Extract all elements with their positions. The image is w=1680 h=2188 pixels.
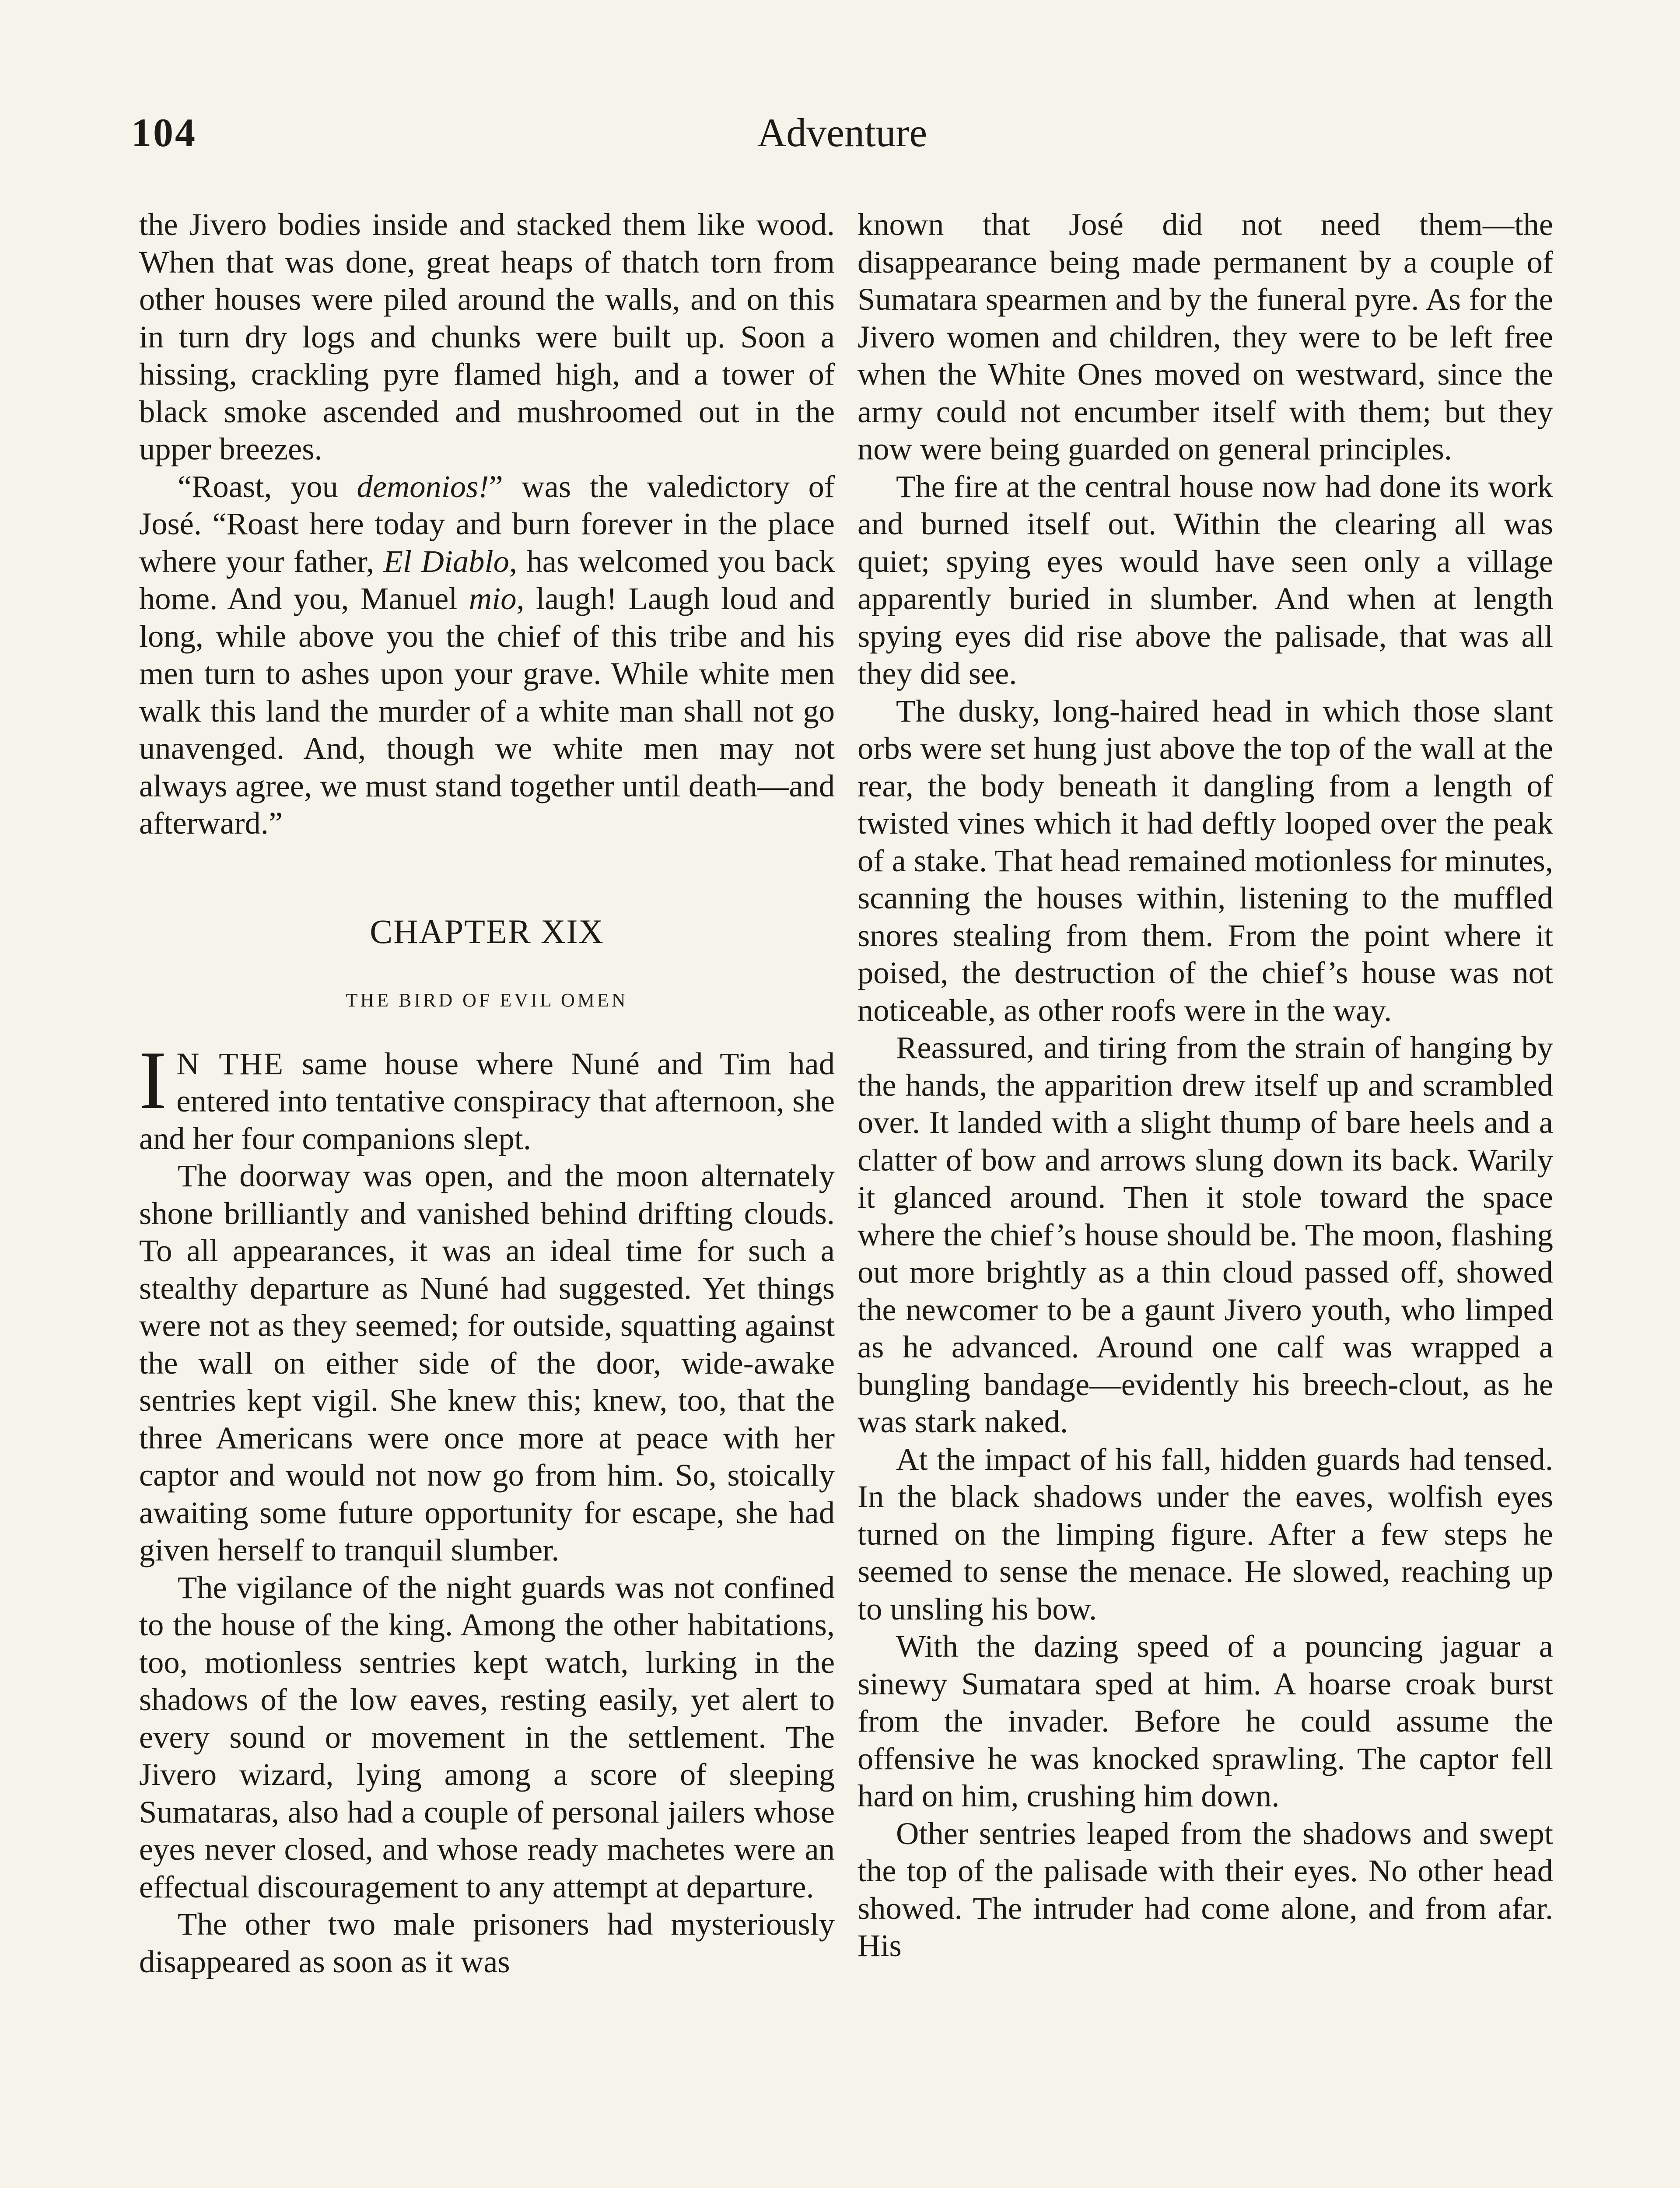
text-run: same house where Nuné and Tim had entered into tentative conspiracy that afternoon, she and her four companions slept.: [139, 1045, 835, 1156]
italic-text: mio: [469, 581, 517, 616]
italic-text: demonios!: [357, 468, 489, 504]
right-column: [858, 206, 1553, 1964]
italic-text: El Diablo: [383, 543, 509, 579]
page-header: [131, 109, 1553, 171]
chapter-subtitle: THE BIRD OF EVIL OMEN: [346, 989, 628, 1011]
paragraph: The fire at the central house now had done its work and burned itself out. Within the clearing all was quiet; spying eyes would have seen only a village apparently buried in slumber. And when at length spying eyes did rise above the palisade, that was all they did see.: [858, 468, 1553, 691]
paragraph: The vigilance of the night guards was not confined to the house of the king. Among the other habitations, too, motionless sentries kept watch, lurking in the shadows of the low eaves, resting easily, yet alert to every sound or movement in the settlement. The Jivero wizard, lying among a score of sleeping Sumataras, also had a couple of personal jailers whose eyes never closed, and whose ready machetes were an effectual discouragement to any attempt at departure.: [139, 1569, 835, 1904]
paragraph: [139, 468, 835, 842]
left-column: [139, 206, 835, 1980]
paragraph: the Jivero bodies inside and stacked them like wood. When that was done, great heaps of thatch torn from other houses were piled around the walls, and on this in turn dry logs and chunks were built up. Soon a hissing, crackling pyre flamed high, and a tower of black smoke ascended and mushroomed out in the upper breezes.: [139, 207, 835, 466]
page-number: 104: [131, 110, 197, 155]
paragraph: With the dazing speed of a pouncing jaguar a sinewy Sumatara sped at him. A hoarse croak burst from the invader. Before he could assume the offensive he was knocked sprawling. The captor fell hard on him, crushing him down.: [858, 1628, 1553, 1813]
text-run: ” was the valedictory of José. “Roast here today and burn forever in the place where your father,: [139, 468, 835, 579]
small-caps-lead: N THE: [176, 1045, 285, 1081]
text-run: , has welcomed you back home. And you, Manuel: [139, 543, 835, 616]
drop-cap: I: [139, 1034, 167, 1126]
paragraph: The dusky, long-haired head in which those slant orbs were set hung just above the top of the wall at the rear, the body beneath it dangling from a length of twisted vines which it had deftly looped over the peak of a stake. That head remained motionless for minutes, scanning the houses within, listening to the muffled snores stealing from them. From the point where it poised, the destruction of the chief’s house was not noticeable, as other roofs were in the way.: [858, 693, 1553, 1028]
paragraph: Other sentries leaped from the shadows and swept the top of the palisade with their eyes. No other head showed. The intruder had come alone, and from afar. His: [858, 1815, 1553, 1963]
paragraph: Reassured, and tiring from the strain of hanging by the hands, the apparition drew itself up and scrambled over. It landed with a slight thump of bare heels and a clatter of bow and arrows slung down its back. Warily it glanced around. Then it stole toward the space where the chief’s house should be. The moon, flashing out more brightly as a thin cloud passed off, showed the newcomer to be a gaunt Jivero youth, who limped as he advanced. Around one calf was wrapped a bungling bandage—evidently his breech-clout, as he was stark naked.: [858, 1030, 1553, 1439]
paragraph: The doorway was open, and the moon alternately shone brilliantly and vanished behind drifting clouds. To all appearances, it was an ideal time for such a stealthy departure as Nuné had suggested. Yet things were not as they seemed; for outside, squatting against the wall on either side of the door, wide-awake sentries kept vigil. She knew this; knew, too, that the three Americans were once more at peace with her captor and would not now go from him. So, stoically awaiting some future opportunity for escape, she had given herself to tranquil slumber.: [139, 1158, 835, 1567]
running-head: Adventure: [757, 110, 928, 155]
text-run: , laugh! Laugh loud and long, while above you the chief of this tribe and his men turn to ashes upon your grave. While white men walk this land the murder of a white man shall not go unavenged. And, though we white men may not always agree, we must stand together until death—and afterward.”: [139, 581, 835, 841]
paragraph: known that José did not need them—the disappearance being made permanent by a couple of Sumatara spearmen and by the funeral pyre. As for the Jivero women and children, they were to be left free when the White Ones moved on westward, since the army could not encumber itself with them; but they now were being guarded on general principles.: [858, 207, 1553, 466]
chapter-title: CHAPTER XIX: [370, 912, 604, 950]
opening-paragraph: [139, 1034, 835, 1157]
paragraph: The other two male prisoners had mysteriously disappeared as soon as it was: [139, 1906, 835, 1979]
text-run: “Roast, you: [178, 468, 357, 504]
paragraph: At the impact of his fall, hidden guards had tensed. In the black shadows under the eaves, wolfish eyes turned on the limping figure. After a few steps he seemed to sense the menace. He slowed, reaching up to unsling his bow.: [858, 1441, 1553, 1627]
